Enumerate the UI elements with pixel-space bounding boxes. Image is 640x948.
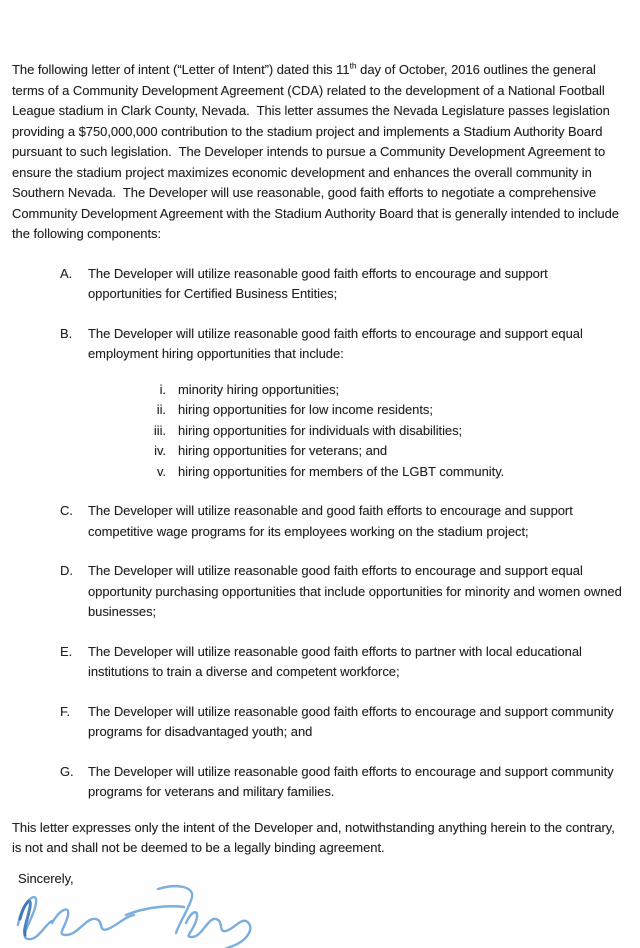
list-item-d-text: The Developer will utilize reasonable good faith efforts to encourage and support equal opportunity purchasing opportunities that include opportunities for minority and women owned businesses; bbox=[88, 563, 626, 619]
sub-item-i bbox=[12, 380, 624, 401]
intro-text-post: day of October, 2016 outlines the general terms of a Community Development Agreement (CDA) related to the development of a National Football League stadium in Clark County, Nevada. This letter assumes the Nevada Legislature passes legislation providing a $750,000,000 contribution to the stadium project and implements a Stadium Authority Board pursuant to such legislation. The Developer intends to pursue a Community Development Agreement to ensure the stadium project maximizes economic development and enhances the overall community in Southern Nevada. The Developer will use reasonable, good faith efforts to negotiate a comprehensive Community Development Agreement with the Stadium Authority Board that is generally intended to include the following components: bbox=[12, 62, 623, 241]
sub-item-v-label: v. bbox=[156, 463, 166, 479]
sub-item-ii bbox=[12, 400, 624, 421]
list-item-b bbox=[12, 324, 624, 365]
list-item-c-label: C. bbox=[60, 503, 73, 518]
list-item-e-label: E. bbox=[60, 643, 73, 659]
list-item-b-label: B. bbox=[60, 325, 73, 341]
sub-item-iii bbox=[12, 421, 624, 442]
sub-item-iii-text: hiring opportunities for individuals with disabilities; bbox=[178, 422, 463, 438]
list-item-d-label: D. bbox=[60, 563, 73, 578]
signature-image bbox=[8, 881, 624, 948]
list-item-a bbox=[12, 264, 624, 305]
list-item-g-label: G. bbox=[60, 763, 74, 779]
sub-item-v-text: hiring opportunities for members of the LGBT community. bbox=[178, 463, 505, 479]
sub-item-v bbox=[12, 462, 624, 483]
list-item-g bbox=[12, 762, 624, 803]
list-item-f bbox=[12, 702, 624, 743]
list-item-a-text: The Developer will utilize reasonable good faith efforts to encourage and support opportunities for Certified Business Entities; bbox=[88, 265, 552, 301]
list-item-e bbox=[12, 642, 624, 683]
list-item-b-text: The Developer will utilize reasonable good faith efforts to encourage and support equal employment hiring opportunities that include: bbox=[88, 325, 587, 361]
list-item-g-text: The Developer will utilize reasonable good faith efforts to encourage and support community programs for veterans and military families. bbox=[88, 763, 618, 799]
sub-item-i-text: minority hiring opportunities; bbox=[178, 381, 340, 397]
signoff: Sincerely, bbox=[18, 870, 74, 886]
sub-item-ii-label: ii. bbox=[156, 402, 166, 417]
list-item-d bbox=[12, 561, 624, 623]
list-item-e-text: The Developer will utilize reasonable good faith efforts to partner with local educational institutions to train a diverse and competent workforce; bbox=[88, 643, 586, 679]
signature-accent-stroke bbox=[20, 901, 30, 935]
intro-text-pre: The following letter of intent (“Letter of Intent”) dated this 11 bbox=[12, 62, 350, 77]
sub-item-iv-label: iv. bbox=[154, 443, 166, 458]
sub-item-iii-label: iii. bbox=[153, 422, 166, 438]
ordinal-superscript: th bbox=[349, 60, 357, 71]
sub-item-i-label: i. bbox=[159, 381, 166, 397]
sub-item-ii-text: hiring opportunities for low income residents; bbox=[178, 402, 433, 417]
list-item-f-label: F. bbox=[60, 703, 71, 719]
roman-sub-list bbox=[12, 380, 624, 483]
signature-strokes bbox=[18, 886, 250, 948]
sub-item-iv-text: hiring opportunities for veterans; and bbox=[178, 443, 388, 458]
list-item-c-text: The Developer will utilize reasonable and good faith efforts to encourage and support competitive wage programs for its employees working on the stadium project; bbox=[88, 503, 577, 539]
closing-paragraph: This letter expresses only the intent of the Developer and, notwithstanding anything herein to the contrary, is not and shall not be deemed to be a legally binding agreement. bbox=[12, 819, 619, 855]
sub-item-iv bbox=[12, 441, 624, 462]
list-item-a-label: A. bbox=[60, 265, 73, 281]
list-item-f-text: The Developer will utilize reasonable good faith efforts to encourage and support community programs for disadvantaged youth; and bbox=[88, 703, 618, 739]
intro-paragraph bbox=[12, 60, 624, 245]
list-item-c bbox=[12, 501, 624, 542]
